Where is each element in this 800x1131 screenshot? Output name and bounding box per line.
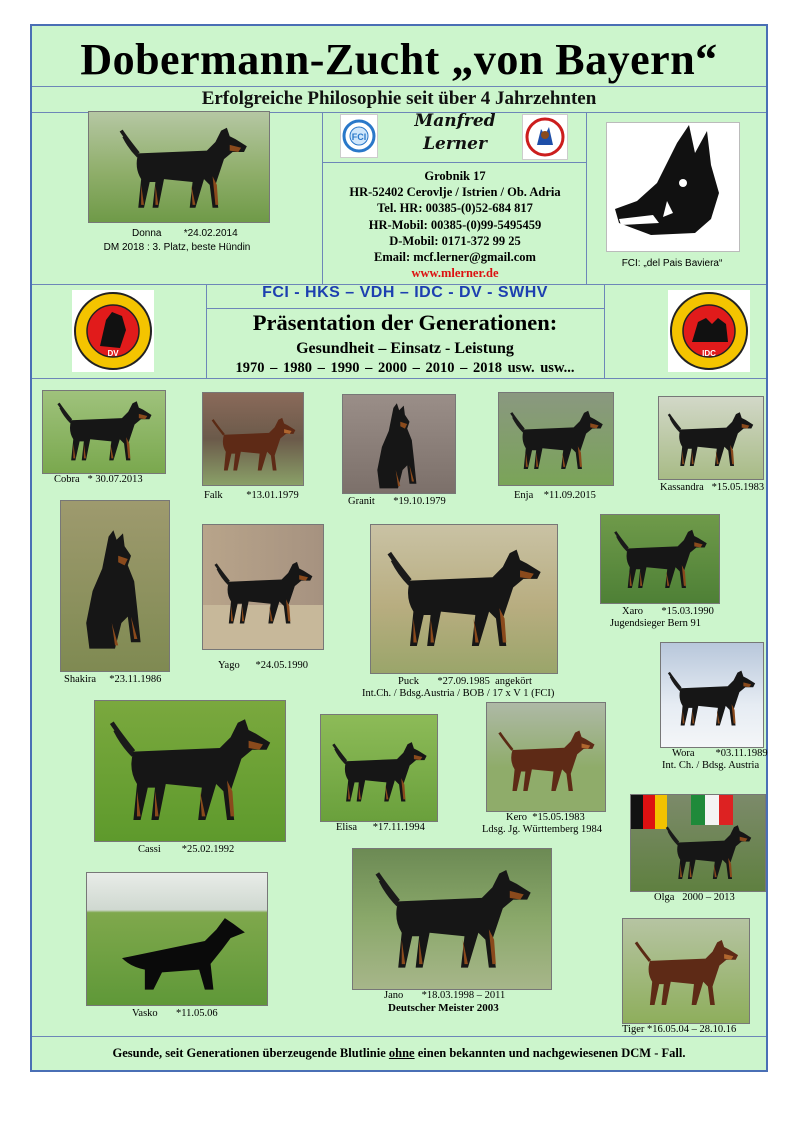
caption-cobra: Cobra * 30.07.2013: [54, 474, 143, 485]
divider: [322, 162, 586, 163]
caption-kero-note: Ldsg. Jg. Württemberg 1984: [482, 824, 603, 835]
divider: [604, 284, 605, 378]
presentation-subtitle: Gesundheit – Einsatz - Leistung: [296, 340, 514, 357]
dv-logo-text: DV: [107, 349, 119, 358]
idc-logo-text: IDC: [702, 349, 716, 358]
caption-kennel-fci: FCI: „del Pais Baviera“: [621, 258, 723, 269]
photo-falk: [202, 392, 304, 486]
photo-xaro: [600, 514, 720, 604]
caption-falk: Falk *13.01.1979: [204, 490, 299, 501]
caption-elisa: Elisa *17.11.1994: [336, 822, 425, 833]
dog-head-illustration: [606, 122, 740, 252]
divider: [322, 112, 323, 284]
contact-hr-mobile: HR-Mobil: 00385-(0)99-5495459: [368, 217, 542, 232]
divider: [32, 378, 766, 379]
caption-donna: Donna *24.02.2014: [132, 228, 238, 239]
caption-tiger: Tiger *16.05.04 – 28.10.16: [622, 1024, 737, 1035]
caption-donna-note: DM 2018 : 3. Platz, beste Hündin: [103, 242, 251, 253]
photo-shakira: [60, 500, 170, 672]
dog-illustration: [89, 112, 269, 222]
divider: [586, 112, 587, 284]
footer-text-start: Gesunde, seit Generationen überzeugende Blutlinie: [112, 1046, 389, 1060]
divider: [32, 86, 766, 87]
photo-tiger: [622, 918, 750, 1024]
caption-vasko: Vasko *11.05.06: [132, 1008, 218, 1019]
footer-text-underlined: ohne: [388, 1046, 415, 1060]
owner-first-name: Manfred: [414, 111, 496, 131]
caption-xaro: Xaro *15.03.1990: [622, 606, 714, 617]
caption-kero: Kero *15.05.1983: [506, 812, 585, 823]
presentation-title: Präsentation der Generationen:: [252, 310, 558, 335]
poster: [30, 24, 768, 1072]
photo-olga: [630, 794, 766, 892]
idc-logo: [668, 290, 750, 372]
footer-text-end: einen bekannten und nachgewiesenen DCM - Fall.: [414, 1046, 686, 1060]
divider: [206, 308, 604, 309]
photo-kero: [486, 702, 606, 812]
contact-city: HR-52402 Cerovlje / Istrien / Ob. Adria: [349, 185, 561, 200]
owner-name: [400, 110, 510, 156]
photo-vasko: [86, 872, 268, 1006]
photo-cassi: [94, 700, 286, 842]
club-emblem-icon: [522, 114, 568, 160]
photo-enja: [498, 392, 614, 486]
caption-jano-note: Deutscher Meister 2003: [388, 1002, 499, 1014]
contact-d-mobile: D-Mobil: 0171-372 99 25: [389, 233, 521, 248]
photo-kassandra: [658, 396, 764, 480]
caption-granit: Granit *19.10.1979: [348, 496, 446, 507]
contact-street: Grobnik 17: [424, 169, 486, 183]
photo-wora: [660, 642, 764, 748]
caption-wora: Wora *03.11.1989: [672, 748, 768, 759]
contact-tel: Tel. HR: 00385-(0)52-684 817: [377, 201, 533, 216]
caption-jano: Jano *18.03.1998 – 2011: [384, 990, 506, 1001]
photo-cobra: [42, 390, 166, 474]
caption-wora-note: Int. Ch. / Bdsg. Austria: [662, 760, 760, 771]
contact-email[interactable]: Email: mcf.lerner@gmail.com: [374, 250, 536, 265]
photo-jano: [352, 848, 552, 990]
caption-olga: Olga 2000 – 2013: [654, 892, 735, 903]
dog-head-icon: [607, 123, 739, 251]
photo-yago: [202, 524, 324, 650]
caption-shakira: Shakira *23.11.1986: [64, 674, 162, 685]
organizations-line: FCI - HKS – VDH – IDC - DV - SWHV: [262, 284, 548, 301]
page-subtitle: Erfolgreiche Philosophie seit über 4 Jahrzehnten: [201, 88, 597, 109]
fci-logo: [340, 114, 378, 158]
caption-xaro-note: Jugendsieger Bern 91: [610, 618, 701, 629]
photo-granit: [342, 394, 456, 494]
owner-last-name: Lerner: [423, 134, 487, 154]
page-title: Dobermann-Zucht „von Bayern“: [80, 35, 718, 84]
caption-puck-note: Int.Ch. / Bdsg.Austria / BOB / 17 x V 1 (FCI): [362, 688, 555, 699]
photo-elisa: [320, 714, 438, 822]
caption-cassi: Cassi *25.02.1992: [138, 844, 235, 855]
caption-enja: Enja *11.09.2015: [514, 490, 596, 501]
caption-yago: Yago *24.05.1990: [218, 660, 308, 671]
fci-logo-text: FCI: [351, 132, 367, 142]
contact-block: [324, 168, 586, 281]
presentation-years: 1970 – 1980 – 1990 – 2000 – 2010 – 2018 usw. usw...: [235, 360, 575, 376]
website-link[interactable]: www.mlerner.de: [411, 266, 499, 281]
photo-donna: [88, 111, 270, 223]
footer-statement: [32, 1046, 766, 1061]
dv-logo: [72, 290, 154, 372]
photo-puck: [370, 524, 558, 674]
caption-puck: Puck *27.09.1985 angekört: [398, 676, 532, 687]
caption-kassandra: Kassandra *15.05.1983: [660, 482, 765, 493]
divider: [32, 1036, 766, 1037]
